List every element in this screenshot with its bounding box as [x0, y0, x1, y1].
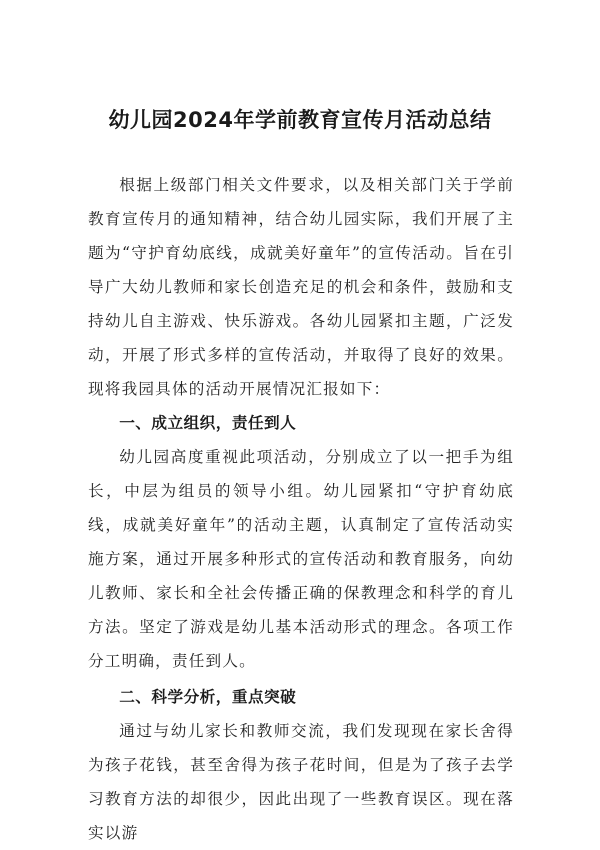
intro-paragraph: 根据上级部门相关文件要求，以及相关部门关于学前教育宣传月的通知精神，结合幼儿园实际，我们开展了主题为“守护育幼底线，成就美好童年”的宣传活动。旨在引导广大幼儿教师和家长创造充足的机会和条件，鼓励和支持幼儿自主游戏、快乐游戏。各幼儿园紧扣主题，广泛发动，开展了形式多样的宣传活动，并取得了良好的效果。现将我园具体的活动开展情况汇报如下：	[88, 176, 514, 398]
document-title: 幼儿园2024年学前教育宣传月活动总结	[108, 108, 492, 132]
section-heading-1: 一、成立组织，责任到人	[119, 414, 297, 432]
section-2-paragraph: 通过与幼儿家长和教师交流，我们发现现在家长舍得为孩子花钱，甚至舍得为孩子花时间，但是为了孩子去学习教育方法的却很少，因此出现了一些教育误区。现在落实以游	[88, 722, 514, 842]
section-1-paragraph: 幼儿园高度重视此项活动，分别成立了以一把手为组长，中层为组员的领导小组。幼儿园紧扣“守护育幼底线，成就美好童年”的活动主题，认真制定了宣传活动实施方案，通过开展多种形式的宣传活动和教育服务，向幼儿教师、家长和全社会传播正确的保教理念和科学的育儿方法。坚定了游戏是幼儿基本活动形式的理念。各项工作分工明确，责任到人。	[88, 448, 514, 670]
document-body	[88, 168, 514, 850]
section-heading-2: 二、科学分析，重点突破	[119, 688, 297, 706]
